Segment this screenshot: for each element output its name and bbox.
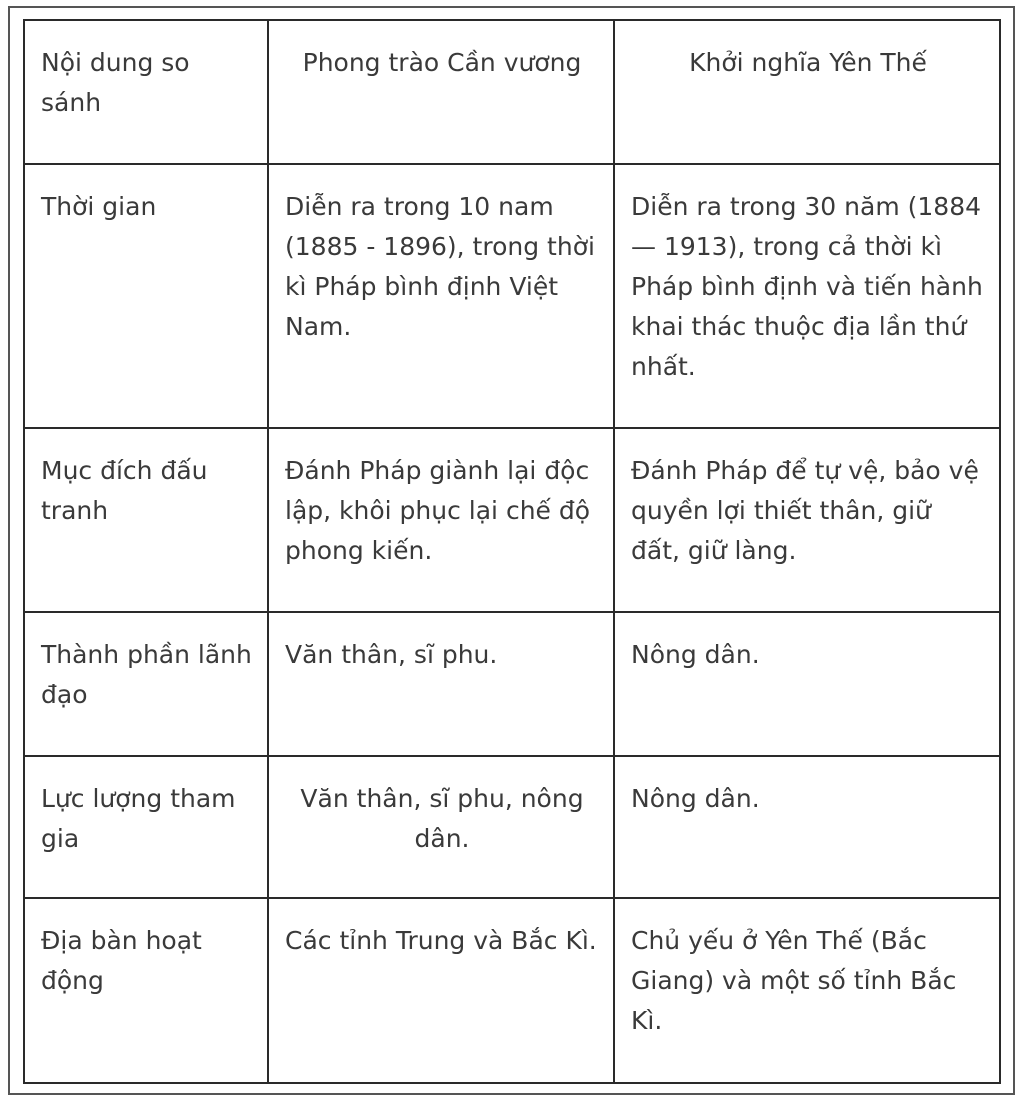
can-vuong-cell: Văn thân, sĩ phu. <box>268 612 614 756</box>
yen-the-cell: Đánh Pháp để tự vệ, bảo vệ quyền lợi thiết thân, giữ đất, giữ làng. <box>614 428 1000 612</box>
header-cell-criteria: Nội dung so sánh <box>24 20 268 164</box>
table-row <box>24 612 1000 756</box>
row-label-cell: Thành phần lãnh đạo <box>24 612 268 756</box>
row-label-cell: Thời gian <box>24 164 268 428</box>
comparison-table <box>23 19 1001 1084</box>
yen-the-cell: Diễn ra trong 30 năm (1884 — 1913), trong cả thời kì Pháp bình định và tiến hành khai thác thuộc địa lần thứ nhất. <box>614 164 1000 428</box>
table-header-row <box>24 20 1000 164</box>
yen-the-cell: Nông dân. <box>614 756 1000 898</box>
table-row <box>24 756 1000 898</box>
can-vuong-cell: Diễn ra trong 10 nam (1885 - 1896), trong thời kì Pháp bình định Việt Nam. <box>268 164 614 428</box>
can-vuong-cell: Các tỉnh Trung và Bắc Kì. <box>268 898 614 1083</box>
row-label-cell: Mục đích đấu tranh <box>24 428 268 612</box>
table-row <box>24 898 1000 1083</box>
row-label-cell: Lực lượng tham gia <box>24 756 268 898</box>
header-cell-can-vuong: Phong trào Cần vương <box>268 20 614 164</box>
table-row <box>24 428 1000 612</box>
yen-the-cell: Nông dân. <box>614 612 1000 756</box>
can-vuong-cell: Đánh Pháp giành lại độc lập, khôi phục lại chế độ phong kiến. <box>268 428 614 612</box>
can-vuong-cell: Văn thân, sĩ phu, nông dân. <box>268 756 614 898</box>
table-row <box>24 164 1000 428</box>
row-label-cell: Địa bàn hoạt động <box>24 898 268 1083</box>
yen-the-cell: Chủ yếu ở Yên Thế (Bắc Giang) và một số tỉnh Bắc Kì. <box>614 898 1000 1083</box>
header-cell-yen-the: Khởi nghĩa Yên Thế <box>614 20 1000 164</box>
